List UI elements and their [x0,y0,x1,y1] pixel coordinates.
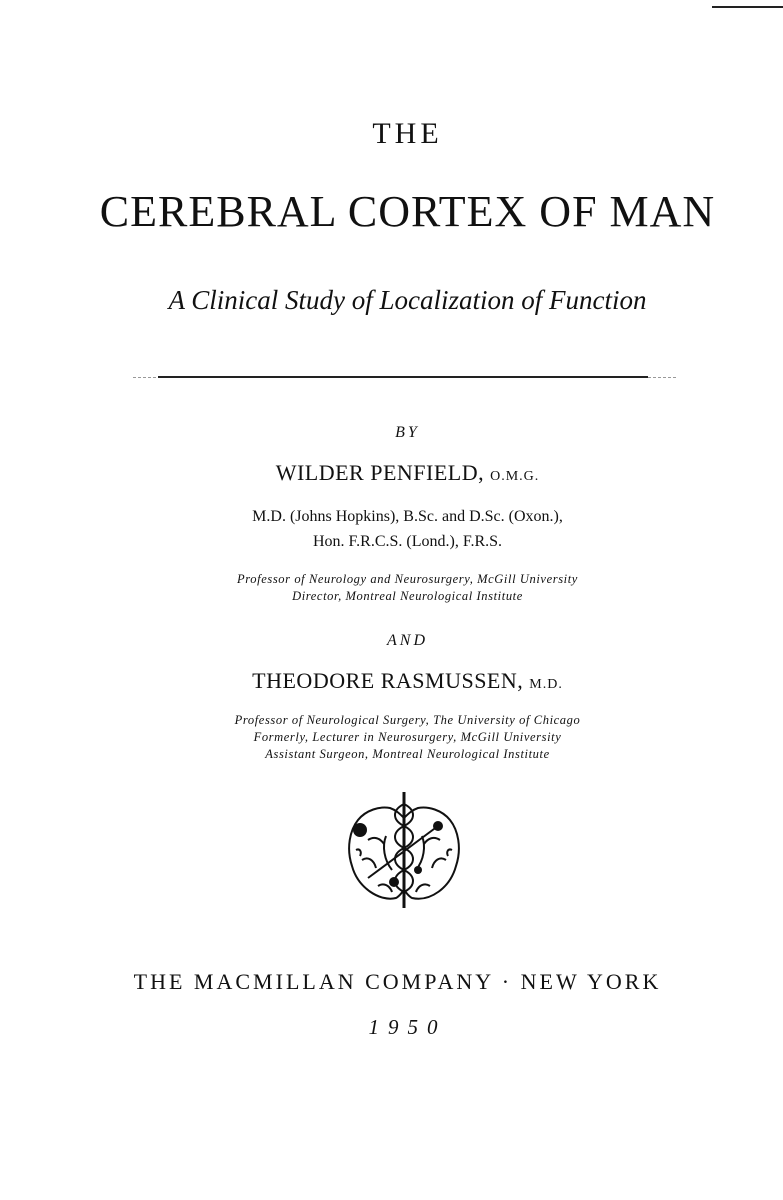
publisher: THE MACMILLAN COMPANY · NEW YORK [133,969,662,994]
author-1-position-1: Professor of Neurology and Neurosurgery, McGill University [237,572,578,586]
author-2-position-1: Professor of Neurological Surgery, The University of Chicago [234,713,581,727]
author-2-position-3: Assistant Surgeon, Montreal Neurological Institute [265,747,550,761]
author-1-credentials-2: Hon. F.R.C.S. (Lond.), F.R.S. [312,533,503,550]
author-1 [16,460,783,486]
author-2 [16,668,783,694]
title-article: THE [372,117,443,150]
book-subtitle: A Clinical Study of Localization of Function [168,285,647,315]
corner-rule [712,6,783,8]
publication-year: 1950 [368,1015,447,1039]
brain-caduceus-emblem [338,790,470,912]
by-label: BY [395,424,420,441]
author-1-name: WILDER PENFIELD, [275,460,485,485]
author-1-degree: O.M.G. [490,469,540,484]
author-1-position-2: Director, Montreal Neurological Institute [292,589,523,603]
author-2-position-2: Formerly, Lecturer in Neurosurgery, McGill University [253,730,562,744]
author-2-name: THEODORE RASMUSSEN, [252,668,524,693]
author-1-credentials-1: M.D. (Johns Hopkins), B.Sc. and D.Sc. (Oxon.), [252,508,563,525]
and-label: AND [387,632,428,649]
author-2-degree: M.D. [529,677,563,692]
book-title: CEREBRAL CORTEX OF MAN [99,187,716,236]
